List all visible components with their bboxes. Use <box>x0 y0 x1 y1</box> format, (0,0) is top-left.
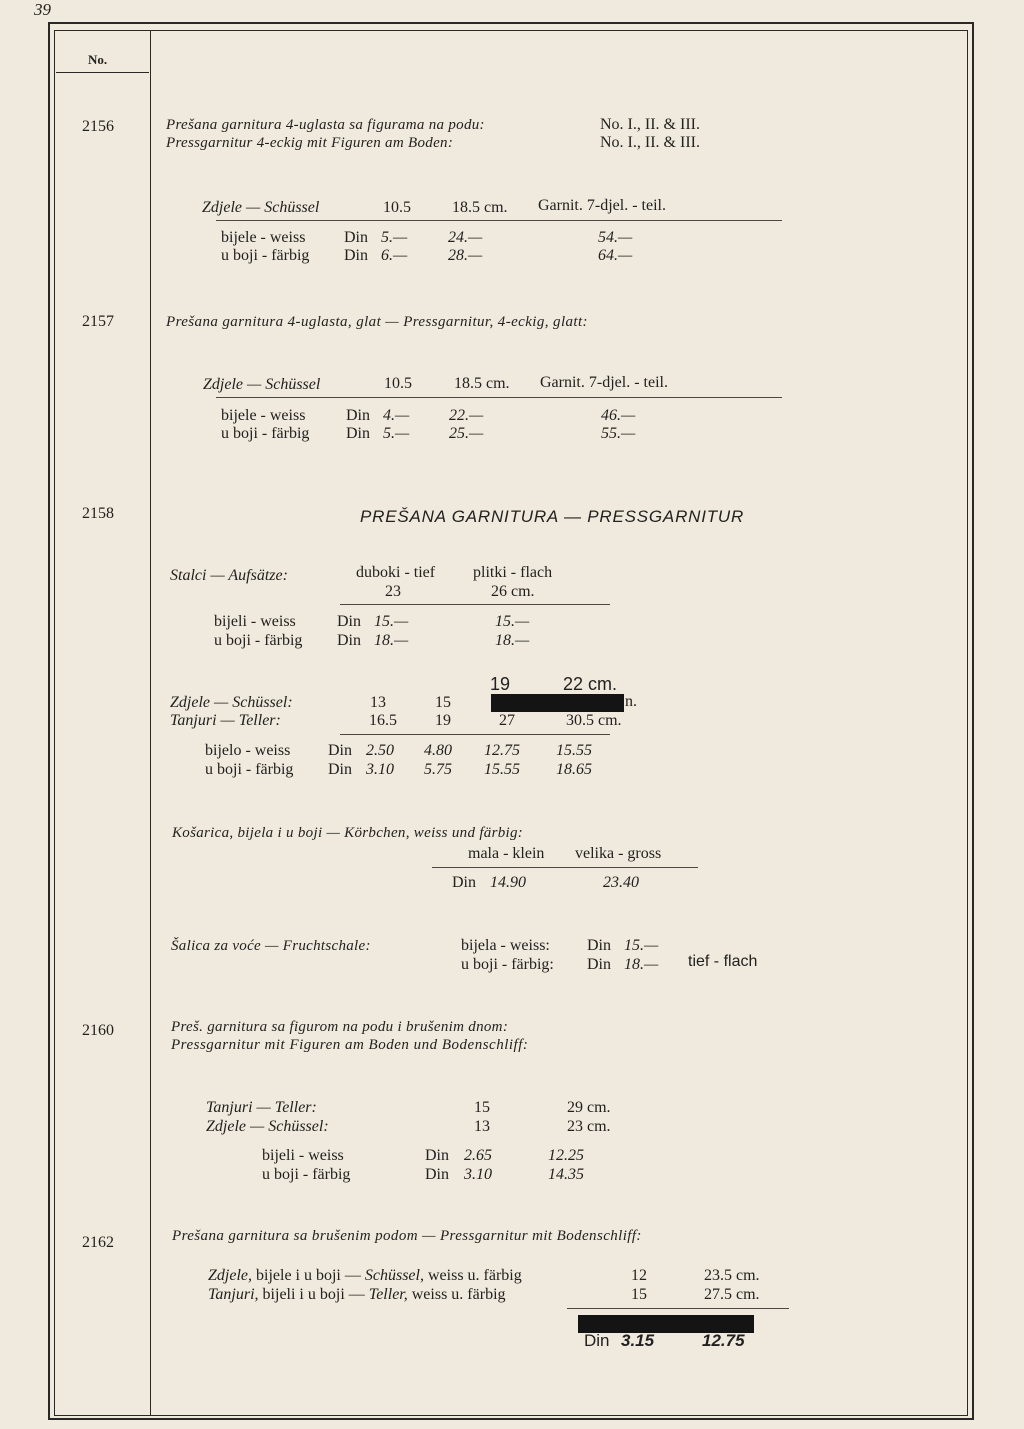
size-header-label: Zdjele — Schüssel <box>203 376 321 393</box>
price-value: 46.— <box>601 407 636 424</box>
price-value: 28.— <box>448 247 483 264</box>
price-row-label: bijeli - weiss <box>262 1147 344 1164</box>
column-header: mala - klein <box>468 845 545 862</box>
price-value: 12.75 <box>702 1331 745 1350</box>
currency-label: Din <box>584 1331 610 1350</box>
table-rule <box>216 397 782 398</box>
currency-label: Din <box>346 425 370 442</box>
redaction-bar <box>491 694 624 712</box>
price-value: 18.— <box>624 956 659 973</box>
price-row-label: u boji - färbig <box>214 632 303 649</box>
page-number: 39 <box>34 0 51 19</box>
price-value: 24.— <box>448 229 483 246</box>
size-value: 23 <box>385 583 401 600</box>
size-value: 15 <box>474 1099 490 1116</box>
price-value: 5.— <box>383 425 410 442</box>
item-title-german: Pressgarnitur 4-eckig mit Figuren am Boden: <box>166 135 454 151</box>
price-row-label: bijelo - weiss <box>205 742 291 759</box>
currency-label: Din <box>587 937 611 954</box>
item-number: 2162 <box>82 1234 114 1251</box>
size-value: 23.5 cm. <box>704 1267 760 1284</box>
section-heading: PREŠANA GARNITURA — PRESSGARNITUR <box>360 507 745 526</box>
currency-label: Din <box>587 956 611 973</box>
table-rule <box>340 734 610 735</box>
size-value: 10.5 <box>384 375 412 392</box>
column-header: duboki - tief <box>356 564 436 581</box>
price-value: 15.55 <box>556 742 592 759</box>
price-value: 3.10 <box>366 761 394 778</box>
product-desc: bijele i u boji — <box>256 1267 361 1284</box>
size-value: 23 cm. <box>567 1118 611 1135</box>
product-name: Tanjuri, <box>208 1286 259 1303</box>
price-value: 14.35 <box>548 1166 584 1183</box>
price-value: 15.55 <box>484 761 520 778</box>
currency-label: Din <box>328 742 352 759</box>
price-value: 6.— <box>381 247 408 264</box>
price-value: 18.— <box>495 632 530 649</box>
price-value: 12.75 <box>484 742 520 759</box>
item-number: 2156 <box>82 118 114 135</box>
price-value: 2.65 <box>464 1147 492 1164</box>
currency-label: Din <box>346 407 370 424</box>
currency-label: Din <box>344 247 368 264</box>
price-value: 22.— <box>449 407 484 424</box>
price-row-label: bijele - weiss <box>221 407 306 424</box>
product-name: Schüssel, <box>364 1267 424 1284</box>
item-number: 2157 <box>82 313 114 330</box>
stands-label: Stalci — Aufsätze: <box>170 567 288 584</box>
price-row-label: u boji - färbig <box>205 761 294 778</box>
size-value: 19 <box>435 712 451 729</box>
item-title: Prešana garnitura 4-uglasta, glat — Pressgarnitur, 4-eckig, glatt: <box>166 314 588 330</box>
item-number: 2160 <box>82 1022 114 1039</box>
column-header: plitki - flach <box>473 564 553 581</box>
product-desc: bijeli i u boji — <box>262 1286 365 1303</box>
number-column-divider <box>150 30 151 1416</box>
size-value: 29 cm. <box>567 1099 611 1116</box>
price-value: 18.— <box>374 632 409 649</box>
product-name: Zdjele, <box>208 1267 252 1284</box>
basket-title: Košarica, bijela i u boji — Körbchen, weiss und färbig: <box>172 825 524 841</box>
size-value: 13 <box>370 694 386 711</box>
price-value: 2.50 <box>366 742 394 759</box>
size-value: 30.5 cm. <box>566 712 622 729</box>
currency-label: Din <box>337 613 361 630</box>
size-value: 13 <box>474 1118 490 1135</box>
size-value: 16.5 <box>369 712 397 729</box>
price-value: 15.— <box>374 613 409 630</box>
price-value: 14.90 <box>490 874 526 891</box>
price-value: 54.— <box>598 229 633 246</box>
product-name: Teller, <box>368 1286 408 1303</box>
price-row-label: bijeli - weiss <box>214 613 296 630</box>
currency-label: Din <box>452 874 476 891</box>
size-value: 12 <box>631 1267 647 1284</box>
price-row-label: bijela - weiss: <box>461 937 550 954</box>
item-number: 2158 <box>82 505 114 522</box>
product-line <box>208 1286 506 1304</box>
price-value: 3.10 <box>464 1166 492 1183</box>
product-line <box>208 1267 522 1285</box>
price-row-label: u boji - färbig <box>221 425 310 442</box>
item-title-croatian: Preš. garnitura sa figurom na podu i brušenim dnom: <box>171 1019 509 1035</box>
table-rule <box>567 1308 789 1309</box>
number-column-header-rule <box>56 72 149 73</box>
variant-numbers: No. I., II. & III. <box>600 116 700 133</box>
number-column-header: No. <box>88 52 108 67</box>
size-header-label: Zdjele — Schüssel <box>202 199 320 216</box>
price-value: 23.40 <box>603 874 639 891</box>
handwritten-note: tief - flach <box>688 953 758 970</box>
price-value: 25.— <box>449 425 484 442</box>
size-value: 18.5 cm. <box>452 199 508 216</box>
table-rule <box>216 220 782 221</box>
set-header: Garnit. 7-djel. - teil. <box>538 197 666 214</box>
price-value: 4.— <box>383 407 410 424</box>
price-row-label: u boji - färbig: <box>461 956 554 973</box>
fruit-bowl-title: Šalica za voće — Fruchtschale: <box>171 938 371 954</box>
bowls-label: Zdjele — Schüssel: <box>206 1118 329 1135</box>
size-value: 15 <box>631 1286 647 1303</box>
price-value: 4.80 <box>424 742 452 759</box>
price-value: 64.— <box>598 247 633 264</box>
price-row-label: u boji - färbig <box>221 247 310 264</box>
price-value: 15.— <box>624 937 659 954</box>
price-value: 55.— <box>601 425 636 442</box>
price-value: 18.65 <box>556 761 592 778</box>
plates-label: Tanjuri — Teller: <box>170 712 281 729</box>
variant-numbers: No. I., II. & III. <box>600 134 700 151</box>
table-rule <box>432 867 698 868</box>
price-row-label: u boji - färbig <box>262 1166 351 1183</box>
product-desc: weiss u. färbig <box>427 1267 522 1284</box>
column-header: velika - gross <box>575 845 662 862</box>
size-value: 26 cm. <box>491 583 535 600</box>
size-value: 10.5 <box>383 199 411 216</box>
item-title-croatian: Prešana garnitura 4-uglasta sa figurama na podu: <box>166 117 485 133</box>
currency-label: Din <box>425 1166 449 1183</box>
price-row-label: bijele - weiss <box>221 229 306 246</box>
corrected-size: 19 <box>490 674 511 694</box>
price-value: 3.15 <box>621 1331 655 1350</box>
size-value: 27.5 cm. <box>704 1286 760 1303</box>
price-value: 15.— <box>495 613 530 630</box>
plates-label: Tanjuri — Teller: <box>206 1099 317 1116</box>
currency-label: Din <box>425 1147 449 1164</box>
item-title-german: Pressgarnitur mit Figuren am Boden und Bodenschliff: <box>171 1037 529 1053</box>
size-value: 18.5 cm. <box>454 375 510 392</box>
price-value: 5.— <box>381 229 408 246</box>
item-title: Prešana garnitura sa brušenim podom — Pressgarnitur mit Bodenschliff: <box>172 1228 642 1244</box>
size-value: 27 <box>499 712 515 729</box>
size-unit-fragment: n. <box>625 693 637 710</box>
product-desc: weiss u. färbig <box>411 1286 506 1303</box>
table-rule <box>340 604 610 605</box>
size-value: 15 <box>435 694 451 711</box>
currency-label: Din <box>344 229 368 246</box>
corrected-size: 22 cm. <box>563 674 618 694</box>
currency-label: Din <box>337 632 361 649</box>
bowls-label: Zdjele — Schüssel: <box>170 694 293 711</box>
price-value: 5.75 <box>424 761 452 778</box>
currency-label: Din <box>328 761 352 778</box>
price-value: 12.25 <box>548 1147 584 1164</box>
set-header: Garnit. 7-djel. - teil. <box>540 374 668 391</box>
